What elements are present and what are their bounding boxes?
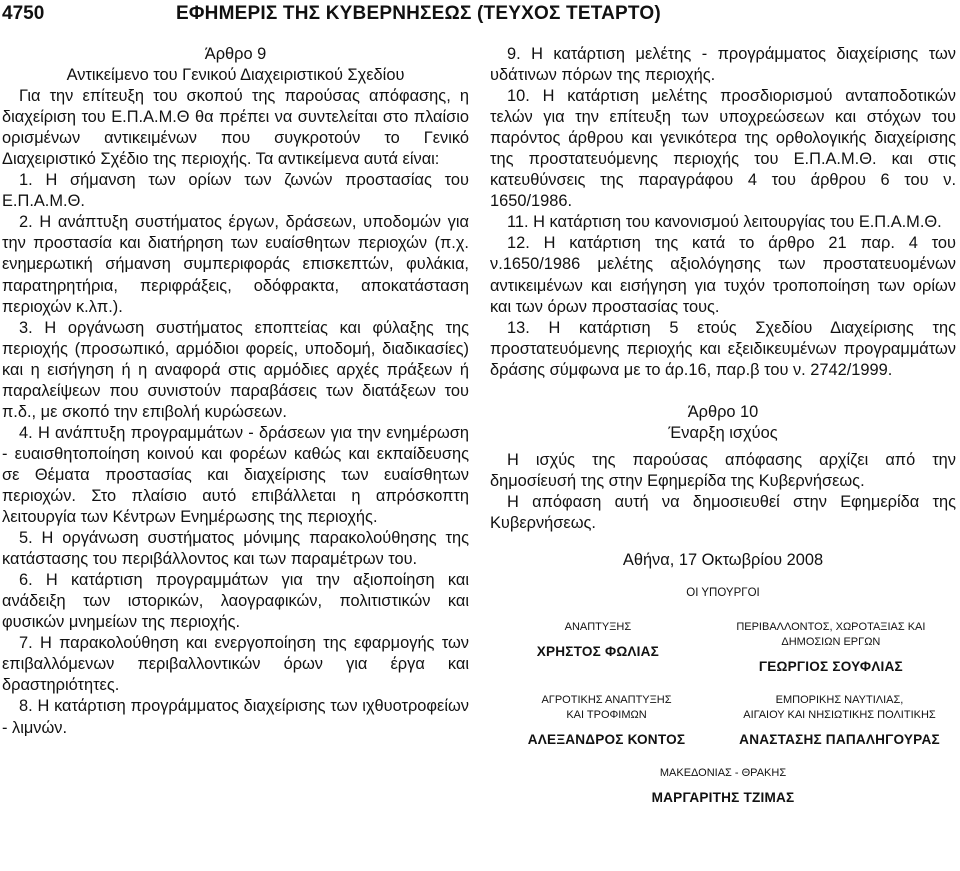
signature: [490, 693, 723, 750]
validity-paragraph: Η ισχύς της παρούσας απόφασης αρχίζει από την δημοσίευσή της στην Εφημερίδα της Κυβερνήσεως.: [490, 450, 956, 490]
signature: [723, 693, 956, 750]
minister-role: ΕΜΠΟΡΙΚΗΣ ΝΑΥΤΙΛΙΑΣ,: [775, 694, 904, 707]
article-9-item-5: 5. Η οργάνωση συστήματος μόνιμης παρακολούθησης της κατάστασης του περιβάλλοντος και των παραμέτρων του.: [2, 529, 469, 569]
article-9-item-11: 11. Η κατάρτιση του κανονισμού λειτουργίας του Ε.Π.Α.Μ.Θ.: [507, 213, 942, 232]
gazette-title: ΕΦΗΜΕΡΙΣ ΤΗΣ ΚΥΒΕΡΝΗΣΕΩΣ (ΤΕΥΧΟΣ ΤΕΤΑΡΤΟ): [176, 3, 661, 24]
minister-name: ΜΑΡΓΑΡΙΤΗΣ ΤΖΙΜΑΣ: [651, 790, 795, 806]
article-9-item-12: 12. Η κατάρτιση της κατά το άρθρο 21 παρ. 4 του ν.1650/1986 μελέτης αξιολόγησης των προστατευομένων αντικειμένων και εισήγηση για τυχόν τροποποίηση των ορίων και των όρων προστασίας τους.: [490, 234, 956, 316]
minister-role: ΚΑΙ ΤΡΟΦΙΜΩΝ: [566, 709, 647, 722]
page-header: [0, 0, 960, 34]
minister-name: ΑΝΑΣΤΑΣΗΣ ΠΑΠΑΛΗΓΟΥΡΑΣ: [739, 732, 940, 748]
minister-role: ΜΑΚΕΔΟΝΙΑΣ - ΘΡΑΚΗΣ: [659, 767, 787, 780]
spacer: [490, 381, 956, 402]
minister-name: ΧΡΗΣΤΟΣ ΦΩΛΙΑΣ: [536, 644, 660, 660]
article-9-item-6: 6. Η κατάρτιση προγραμμάτων για την αξιοποίηση και ανάδειξη των ιστορικών, λαογραφικών, πολιτιστικών και φυσικών μνημείων της περιοχής.: [2, 571, 469, 632]
signature: [706, 620, 956, 677]
minister-role: ΠΕΡΙΒΑΛΛΟΝΤΟΣ, ΧΩΡΟΤΑΞΙΑΣ ΚΑΙ ΔΗΜΟΣΙΩΝ ΕΡΓΩΝ: [736, 621, 926, 649]
article-9-item-9: 9. Η κατάρτιση μελέτης - προγράμματος διαχείρισης των υδάτινων πόρων της περιοχής.: [490, 45, 956, 85]
article-10-subheading: Έναρξη ισχύος: [668, 423, 778, 442]
article-9-item-7: 7. Η παρακολούθηση και ενεργοποίηση της εφαρμογής των επιβαλλόμενων περιβαλλοντικών όρων για έργα και δραστηριότητες.: [2, 634, 469, 695]
signature-row-1: [490, 620, 956, 677]
article-9-item-4: 4. Η ανάπτυξη προγραμμάτων - δράσεων για την ενημέρωση - ευαισθητοποίηση κοινού και φορέων καθώς και εκπαίδευσης σε Θέματα προστασίας και διαχείρισης των ευαίσθητων περιοχών. Στο πλαίσιο αυτό επιβάλλεται η απρόσκοπτη λειτουργία των Κέντρων Ενημέρωσης της περιοχής.: [2, 423, 469, 527]
signature-row-3: [490, 766, 956, 808]
article-9-subheading: Αντικείμενο του Γενικού Διαχειριστικού Σχεδίου: [66, 66, 405, 85]
place-date: Αθήνα, 17 Οκτωβρίου 2008: [622, 551, 824, 570]
ministers-label: ΟΙ ΥΠΟΥΡΓΟΙ: [686, 587, 760, 600]
article-9-item-10: 10. Η κατάρτιση μελέτης προσδιορισμού ανταποδοτικών τελών για την επίτευξη των υποχρεώσεων και στόχων του παρόντος άρθρου και γενικότερα της ορθολογικής διαχείρισης της προστατευόμενης περιοχής του Ε.Π.Α.Μ.Θ. και στις κατευθύνσεις της παραγράφου 4 του άρθρου 6 του ν. 1650/1986.: [490, 87, 956, 211]
page-number: 4750: [2, 3, 45, 24]
signature: [490, 620, 706, 677]
article-9-item-2: 2. Η ανάπτυξη συστήματος έργων, δράσεων, υποδομών για την προστασία και διατήρηση των ευαίσθητων περιοχών (π.χ. ενημερωτική σήμανση συμπεριφοράς επισκεπτών, φυλάκια, παρατηρητήρια, περιφράξεις, οδόφρακτα, αποκατάσταση περιοχών κ.λπ.).: [2, 213, 469, 316]
right-column: [490, 44, 956, 808]
minister-name: ΑΛΕΞΑΝΔΡΟΣ ΚΟΝΤΟΣ: [527, 732, 686, 748]
minister-name: ΓΕΩΡΓΙΟΣ ΣΟΥΦΛΙΑΣ: [758, 659, 903, 675]
publication-paragraph: Η απόφαση αυτή να δημοσιευθεί στην Εφημερίδα της Κυβερνήσεως.: [490, 492, 956, 532]
article-9-heading: Άρθρο 9: [204, 45, 267, 63]
article-9-intro: Για την επίτευξη του σκοπού της παρούσας απόφασης, η διαχείριση του Ε.Π.Α.Μ.Θ θα πρέπει να συντελείται στο πλαίσιο ορισμένων αντικειμένων που συγκροτούν το Γενικό Διαχειριστικό Σχέδιο της περιοχής. Τα αντικείμενα αυτά είναι:: [2, 87, 469, 169]
minister-role: ΑΓΡΟΤΙΚΗΣ ΑΝΑΠΤΥΞΗΣ: [541, 694, 672, 707]
signature-row-2: [490, 693, 956, 750]
article-9-item-8: 8. Η κατάρτιση προγράμματος διαχείρισης των ιχθυοτροφείων - λιμνών.: [2, 697, 469, 737]
minister-role: ΑΝΑΠΤΥΞΗΣ: [564, 621, 632, 634]
article-9-item-1: 1. Η σήμανση των ορίων των ζωνών προστασίας του Ε.Π.Α.Μ.Θ.: [2, 171, 469, 211]
article-9-item-13: 13. Η κατάρτιση 5 ετούς Σχεδίου Διαχείρισης της προστατευόμενης περιοχής και εξειδικευμένων προγραμμάτων δράσης σύμφωνα με το άρ.16, παρ.β του ν. 2742/1999.: [490, 318, 956, 379]
article-10-heading: Άρθρο 10: [687, 402, 759, 421]
left-column: [2, 44, 469, 739]
article-9-item-3: 3. Η οργάνωση συστήματος εποπτείας και φύλαξης της περιοχής (προσωπικό, αρμόδιοι φορείς, υποδομή, διαδικασίες) και η εισήγηση ή η αναφορά στις αρμόδιες αρχές πράξεων ή παραλείψεων που συνιστούν παραβάσεις των διατάξεων του π.δ., με σκοπό την επιβολή κυρώσεων.: [2, 318, 469, 421]
minister-role: ΑΙΓΑΙΟΥ ΚΑΙ ΝΗΣΙΩΤΙΚΗΣ ΠΟΛΙΤΙΚΗΣ: [743, 709, 936, 722]
signature-block: [490, 550, 956, 808]
